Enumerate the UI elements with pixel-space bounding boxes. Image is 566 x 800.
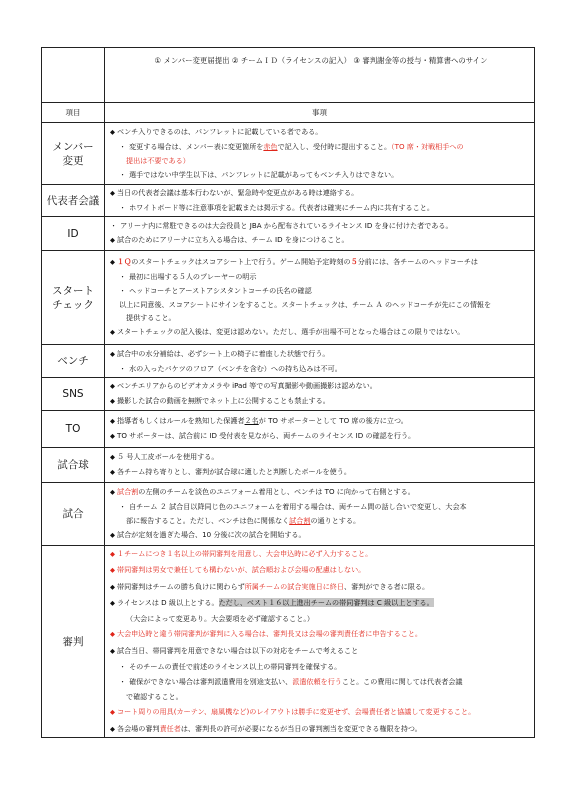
dot-bullet-icon: ・ [119, 271, 127, 281]
section-body [105, 217, 535, 251]
rule-line: ◆ 帯同審判は男女で兼任しても構わないが、試合順および会場の配慮はしない。 [110, 565, 366, 575]
section-ref [42, 546, 535, 738]
diamond-bullet-icon: ◆ [110, 708, 115, 717]
section-label: 試合球 [42, 448, 105, 483]
rule-line: 提出は不要である） [126, 156, 190, 165]
section-label: 審判 [42, 546, 105, 738]
diamond-bullet-icon: ◆ [110, 724, 115, 733]
rule-line: ◆ 指導者もしくはルールを熟知した保護者２名が TO サポーターとして TO 席の後方に立つ。 [110, 416, 408, 426]
diamond-bullet-icon: ◆ [110, 432, 115, 440]
rule-line: ◆ 撮影した試合の動画を無断でネット上に公開することも禁止する。 [110, 396, 330, 405]
section-label: TO [42, 411, 105, 448]
dot-bullet-icon: ・ [119, 285, 127, 295]
rule-line: ◆ 試合のためにアリーナに立ち入る場合は、チーム ID を身につけること。 [110, 235, 349, 244]
diamond-bullet-icon: ◆ [110, 646, 115, 655]
rule-line: ◆ 試合中の水分補給は、必ずシート上の椅子に着座した状態で行う。 [110, 348, 330, 358]
rule-line: （大会によって変更あり。大会要項を必ず確認すること。） [126, 614, 314, 624]
column-header-row [42, 103, 535, 123]
rule-line: ◆ ベンチエリアからのビデオカメラや iPad 等での写真撮影や動画撮影は認めない。 [110, 381, 377, 391]
rule-line: ◆ 各チーム持ち寄りとし、審判が試合球に適したと判断したボールを使う。 [110, 467, 351, 476]
diamond-bullet-icon: ◆ [110, 598, 115, 607]
section-start [42, 251, 535, 345]
rule-line: 部に報告すること。ただし、ベンチは色に関係なく試合割の通りとする。 [126, 516, 361, 525]
section-body [105, 185, 535, 217]
section-sns [42, 378, 535, 411]
rule-line: ◆ １チームにつき１名以上の帯同審判を用意し、大会申込時に必ず入力すること。 [110, 549, 373, 559]
column-header-matter: 事項 [105, 103, 535, 123]
rule-line: ◆ 各会場の審判責任者は、審判長の許可が必要になるが当日の審判割当を変更できる権限を持つ。 [110, 723, 422, 733]
rule-line: ・ ホワイトボード等に注意事項を記載または掲示する。代表者は確実にチーム内に共有すること。 [119, 203, 434, 212]
rule-line: ・ 自チーム ２ 試合目以降同じ色のユニフォームを着用する場合は、両チーム間の話し合いで変更し、大会本 [119, 502, 467, 512]
section-bench [42, 345, 535, 378]
rule-line: ・ アリーナ内に常駐できるのは大会役員と JBA から配布されているライセンス ID を身に付けた者である。 [110, 221, 453, 231]
dot-bullet-icon: ・ [119, 169, 127, 179]
rule-line: ◆ 試合割の左側のチームを淡色のユニフォーム着用とし、ベンチは TO に向かって右側とする。 [110, 487, 415, 497]
rules-table [41, 47, 535, 738]
document-page [41, 47, 535, 738]
diamond-bullet-icon: ◆ [110, 258, 115, 267]
diamond-bullet-icon: ◆ [110, 236, 115, 244]
rule-line: ・ 変更する場合は、メンバー表に変更箇所を赤色で記入し、受付時に提出すること。（TO 席・対戦相手への [119, 142, 464, 152]
diamond-bullet-icon: ◆ [110, 582, 115, 591]
section-body [105, 251, 535, 345]
diamond-bullet-icon: ◆ [110, 530, 115, 539]
section-label: SNS [42, 378, 105, 411]
section-ball [42, 448, 535, 483]
rule-line: ◆ TO サポーターは、試合前に ID 受付表を見ながら、両チームのライセンス ID の確認を行う。 [110, 431, 416, 440]
diamond-bullet-icon: ◆ [110, 349, 115, 358]
section-to [42, 411, 535, 448]
rule-line: ・ 最初に出場する５人のプレーヤーの明示 [119, 271, 257, 281]
section-body [105, 378, 535, 411]
dot-bullet-icon: ・ [119, 203, 127, 212]
diamond-bullet-icon: ◆ [110, 417, 115, 426]
diamond-bullet-icon: ◆ [110, 488, 115, 497]
header-row-item-cell [42, 48, 105, 103]
section-label: 代表者会議 [42, 185, 105, 217]
dot-bullet-icon: ・ [119, 142, 127, 152]
rule-line: ◆ 帯同審判はチームの勝ち負けに関わらず所属チームの試合実施日に終日、審判ができる者に限る。 [110, 581, 430, 591]
section-label: メンバー変更 [42, 123, 105, 185]
section-body [105, 483, 535, 546]
section-body [105, 546, 535, 738]
diamond-bullet-icon: ◆ [110, 382, 115, 391]
header-row-text: ① メンバー変更届提出 ② チームＩＤ（ライセンスの記入） ③ 審判謝金等の授与・精算書へのサイン [154, 56, 488, 65]
section-id [42, 217, 535, 251]
diamond-bullet-icon: ◆ [110, 128, 115, 137]
rule-line: ◆ スタートチェックの記入後は、変更は認めない。ただし、選手が出場不可となった場合はこの限りではない。 [110, 327, 465, 337]
rule-line: 以上に同意後、スコアシートにサインをすること。スタートチェックは、チーム Ａ のヘッドコーチが先にこの情報を [119, 299, 492, 309]
diamond-bullet-icon: ◆ [110, 550, 115, 559]
diamond-bullet-icon: ◆ [110, 453, 115, 462]
rule-line: で確認すること。 [126, 692, 183, 702]
rule-line: ・ ヘッドコーチとアーストアシスタントコーチの氏名の確認 [119, 285, 312, 295]
diamond-bullet-icon: ◆ [110, 397, 115, 405]
section-label: ID [42, 217, 105, 251]
diamond-bullet-icon: ◆ [110, 468, 115, 476]
rule-line: ◆ 当日の代表者会議は基本行わないが、緊急時や変更点がある時は連絡する。 [110, 188, 359, 198]
diamond-bullet-icon: ◆ [110, 630, 115, 639]
rule-line: ◆ １Ｑのスタートチェックはスコアシート上で行う。ゲーム開始予定時刻の５分前には、各チームのヘッドコーチは [110, 257, 479, 267]
section-body [105, 345, 535, 378]
section-body [105, 123, 535, 185]
dot-bullet-icon: ・ [119, 502, 127, 512]
dot-bullet-icon: ・ [119, 676, 127, 686]
rule-line: ◆ ベンチ入りできるのは、パンフレットに記載している者である。 [110, 127, 323, 137]
section-label: ベンチ [42, 345, 105, 378]
dot-bullet-icon: ・ [110, 221, 118, 231]
section-label: スタートチェック [42, 251, 105, 345]
rule-line: ・ 水の入ったバケツのフロア（ベンチを含む）への持ち込みは不可。 [119, 363, 342, 373]
section-body [105, 411, 535, 448]
header-row-content [105, 48, 535, 103]
header-row [42, 48, 535, 103]
rule-line: ・ 選手ではない中学生以下は、パンフレットに記載があってもベンチ入りはできない。 [119, 169, 399, 179]
rule-line: ◆ 試合が定刻を過ぎた場合、10 分後に次の試合を開始する。 [110, 529, 306, 539]
section-game [42, 483, 535, 546]
section-body [105, 448, 535, 483]
rule-line: ◆ 大会申込時と違う帯同審判が審判に入る場合は、審判長又は会場の審判責任者に申告すること。 [110, 629, 423, 639]
rule-line: ◆ 試合当日、帯同審判を用意できない場合は以下の対応をチームで考えること [110, 645, 359, 655]
diamond-bullet-icon: ◆ [110, 328, 115, 337]
section-rep [42, 185, 535, 217]
section-label: 試合 [42, 483, 105, 546]
rule-line: 提供すること。 [126, 313, 176, 323]
rule-line: ◆ ライセンスは D 級以上とする。ただし、ベスト１６以上進出チームの帯同審判は C 級以上とする。 [110, 597, 434, 607]
rule-line: ・ そのチームの責任で前述のライセンス以上の帯同審判を確保する。 [119, 661, 342, 671]
rule-line: ◆ ５ 号人工皮ボールを使用する。 [110, 452, 219, 462]
dot-bullet-icon: ・ [119, 661, 127, 671]
dot-bullet-icon: ・ [119, 363, 127, 373]
rule-line: ・ 確保ができない場合は審判派遣費用を別途支払い、派遣依頼を行うこと。この費用に関しては代表者会議 [119, 676, 463, 686]
section-member [42, 123, 535, 185]
highlighted-text: ただし、ベスト１６以上進出チームの帯同審判は C 級以上とする。 [218, 597, 434, 607]
column-header-item: 項目 [42, 103, 105, 123]
diamond-bullet-icon: ◆ [110, 566, 115, 575]
rule-line: ◆ コート周りの用具(カーテン、扇風機など)のレイアウトは勝手に変更せず、会場責任者と協議して変更すること。 [110, 707, 476, 717]
diamond-bullet-icon: ◆ [110, 189, 115, 198]
